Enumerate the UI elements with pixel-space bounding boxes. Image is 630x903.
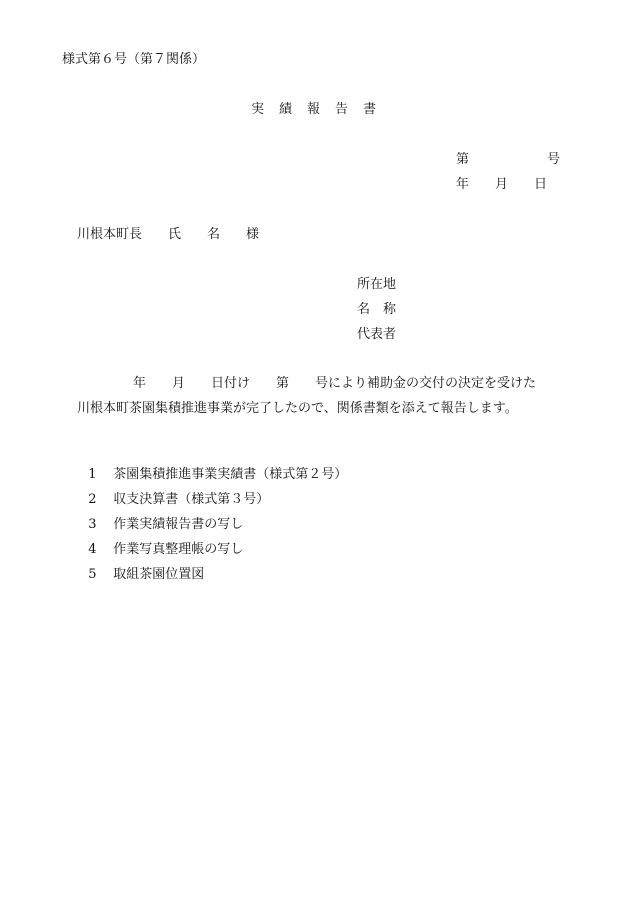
attachment-number: 1 — [88, 467, 97, 482]
attachment-item — [80, 551, 204, 583]
attachment-number: 2 — [88, 492, 97, 507]
document-number: 第 号 — [456, 152, 561, 167]
attachment-text: 茶園集積推進事業実績書（様式第２号） — [113, 467, 348, 482]
attachment-text: 作業写真整理帳の写し — [113, 542, 244, 557]
applicant-address-label: 所在地 — [357, 277, 397, 292]
document-date: 年 月 日 — [456, 177, 548, 192]
attachment-text: 収支決算書（様式第３号） — [113, 492, 270, 507]
attachment-text: 作業実績報告書の写し — [113, 517, 244, 532]
body-text-line-2: 川根本町茶園集積推進事業が完了したので、関係書類を添えて報告します。 — [77, 401, 518, 416]
document-title: 実 績 報 告 書 — [251, 102, 378, 117]
attachment-number: 5 — [88, 567, 97, 582]
attachment-number: 4 — [88, 542, 97, 557]
attachment-number: 3 — [88, 517, 97, 532]
applicant-representative-label: 代表者 — [357, 327, 397, 342]
attachment-text: 取組茶園位置図 — [113, 567, 205, 582]
addressee: 川根本町長 氏 名 様 — [77, 227, 260, 242]
body-text-line-1: 年 月 日付け 第 号により補助金の交付の決定を受けた — [133, 376, 537, 391]
form-number: 様式第６号（第７関係） — [62, 52, 206, 67]
applicant-name-label: 名 称 — [357, 302, 397, 317]
